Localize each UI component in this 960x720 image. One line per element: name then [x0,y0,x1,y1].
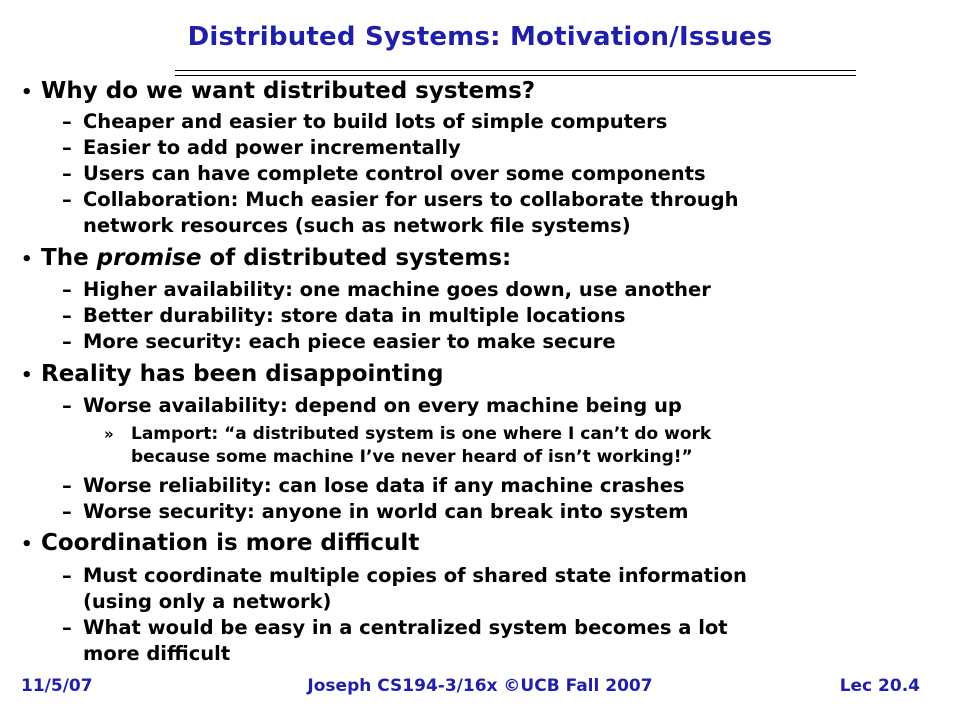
bullet-continuation: network resources (such as network file systems) [83,214,631,237]
bullet-l2 [62,110,667,133]
bullet-text-emphasis: promise [96,245,202,271]
bullet-l2 [62,162,706,185]
dash-marker: – [62,564,72,587]
bullet-l1 [21,245,511,271]
dash-marker: – [62,500,72,523]
bullet-l1 [21,78,535,104]
dash-marker: – [62,616,72,639]
bullet-marker: • [21,365,33,386]
bullet-text: Higher availability: one machine goes down, use another [83,278,711,301]
chevron-marker: » [104,425,114,443]
bullet-text: Reality has been disappointing [41,361,444,387]
bullet-l2 [62,394,682,417]
dash-marker: – [62,136,72,159]
bullet-text: Why do we want distributed systems? [41,78,536,104]
bullet-text: Cheaper and easier to build lots of simple computers [83,110,668,133]
bullet-marker: • [21,534,33,555]
bullet-text-pre: The [41,245,97,271]
bullet-l2 [62,474,685,497]
bullet-text: Must coordinate multiple copies of shared state information [83,564,747,587]
dash-marker: – [62,304,72,327]
bullet-text: Users can have complete control over some components [83,162,706,185]
bullet-l3 [104,424,711,444]
bullet-l1 [21,530,419,556]
dash-marker: – [62,110,72,133]
bullet-text: Worse security: anyone in world can break into system [83,500,689,523]
bullet-l2 [62,564,747,587]
bullet-marker: • [21,249,33,270]
dash-marker: – [62,162,72,185]
footer-course: Joseph CS194-3/16x ©UCB Fall 2007 [307,676,653,696]
bullet-continuation: (using only a network) [83,590,332,613]
bullet-text: Worse reliability: can lose data if any machine crashes [83,474,685,497]
footer-date: 11/5/07 [21,676,93,696]
bullet-text: Easier to add power incrementally [83,136,461,159]
bullet-continuation: because some machine I’ve never heard of isn’t working!” [131,447,693,467]
bullet-l2 [62,330,616,353]
bullet-l2 [62,136,461,159]
footer-lecture-number: Lec 20.4 [839,676,920,696]
bullet-l2 [62,188,738,211]
dash-marker: – [62,330,72,353]
bullet-text-post: of distributed systems: [201,245,512,271]
bullet-l2 [62,616,728,639]
bullet-l2 [62,500,688,523]
bullet-marker: • [21,82,33,103]
dash-marker: – [62,394,72,417]
bullet-text: Lamport: “a distributed system is one where I can’t do work [131,424,712,444]
bullet-text: More security: each piece easier to make secure [83,330,616,353]
bullet-text: Better durability: store data in multiple locations [83,304,626,327]
bullet-text: Coordination is more difficult [41,530,420,556]
bullet-text: What would be easy in a centralized system becomes a lot [83,616,728,639]
dash-marker: – [62,188,72,211]
bullet-l2 [62,278,711,301]
bullet-text: Worse availability: depend on every machine being up [83,394,682,417]
bullet-l2 [62,304,626,327]
bullet-text: Collaboration: Much easier for users to collaborate through [83,188,739,211]
slide-title: Distributed Systems: Motivation/Issues [187,22,773,52]
bullet-continuation: more difficult [83,642,231,665]
dash-marker: – [62,474,72,497]
dash-marker: – [62,278,72,301]
bullet-l1 [21,361,444,387]
